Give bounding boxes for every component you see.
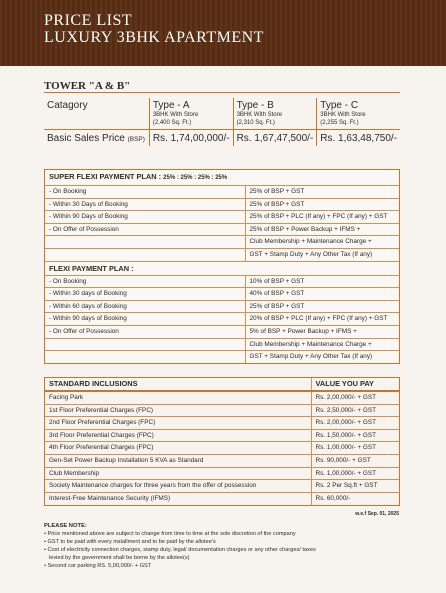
bsp-label-cell [44, 130, 149, 147]
type-c-name: Type - C [320, 100, 359, 111]
plan-payment: 25% of BSP + GST [245, 198, 399, 211]
plan-stage: - Within 60 days of Booking [45, 300, 245, 313]
table-row [45, 467, 399, 480]
type-b-header [233, 98, 317, 130]
inclusion-item: Facing Park [45, 391, 311, 404]
notes-title: PLEASE NOTE: [44, 523, 87, 529]
effective-date: w.e.f Sep. 01, 2025 [355, 511, 399, 517]
plan-stage: - Within 30 Days of Booking [45, 198, 245, 211]
tower-underline [44, 92, 400, 93]
plan-stage: - On Offer of Possession [45, 325, 245, 338]
plan-row [45, 313, 399, 326]
page-title: PRICE LIST [44, 12, 133, 29]
table-row [45, 391, 399, 404]
plan-stage: - Within 90 days of Booking [45, 313, 245, 326]
page-header [0, 0, 446, 66]
plan-stage: - On Offer of Possession [45, 223, 245, 236]
inclusion-item: Interest-Free Maintenance Security (IFMS) [49, 494, 171, 502]
inclusion-item: 3rd Floor Preferential Charges (FPC) [45, 429, 311, 442]
type-a-desc: 3BHK With Store [152, 112, 199, 118]
plan-payment: 25% of BSP + GST [245, 300, 399, 313]
plan-stage [45, 338, 245, 351]
value-header: VALUE YOU PAY [311, 378, 399, 391]
plan-stage: - Within 90 Days of Booking [45, 211, 245, 224]
plan-payment: 5% of BSP + Power Backup + IFMS + [245, 325, 399, 338]
plan-row [45, 338, 399, 351]
inclusion-value: Rs. 2,50,000/- + GST [311, 404, 399, 417]
super-flexi-split: 25% : 25% : 25% : 25% [163, 175, 228, 181]
plan-payment: 25% of BSP + PLC (If any) + FPC (If any) + GST [245, 211, 399, 224]
inclusions-header: STANDARD INCLUSIONS [45, 378, 311, 391]
plan-payment: 10% of BSP + GST [245, 275, 399, 288]
table-row [45, 480, 399, 493]
type-c-price: Rs. 1,63,48,750/- [317, 130, 400, 147]
plan-stage [45, 248, 245, 261]
inclusion-value: Rs. 1,00,000/- + GST [311, 442, 399, 455]
plan-row [45, 186, 399, 199]
super-flexi-title-cell [45, 170, 399, 186]
type-b-area: (2,310 Sq. Ft.) [236, 120, 275, 126]
inclusion-value: Rs. 1,00,000/- + GST [311, 467, 399, 480]
plan-row [45, 288, 399, 301]
notes-section [44, 522, 400, 570]
inclusion-item: 2nd Floor Preferential Charges (FPC) [45, 417, 311, 430]
table-row [45, 454, 399, 467]
plan-payment: 25% of BSP + GST [245, 186, 399, 199]
plan-payment: GST + Stamp Duty + Any Other Tax (If any) [245, 351, 399, 363]
plan-row [45, 223, 399, 236]
plan-row [45, 198, 399, 211]
plan-payment: GST + Stamp Duty + Any Other Tax (If any) [245, 248, 399, 261]
inclusion-value: Rs. 2,00,000/- + GST [311, 391, 399, 404]
type-b-name: Type - B [236, 100, 274, 111]
inclusion-value: Rs. 90,000/- + GST [311, 454, 399, 467]
tower-title: TOWER "A & B" [44, 80, 131, 92]
plan-payment: Club Membership + Maintenance Charge + [245, 236, 399, 249]
inclusion-value: Rs. 2 Per Sq.ft + GST [311, 480, 399, 493]
price-table [44, 98, 400, 146]
inclusion-value: Rs. 2,00,000/- + GST [311, 417, 399, 430]
plan-stage: - Within 30 days of Booking [45, 288, 245, 301]
plan-payment: 20% of BSP + PLC (If any) + FPC (If any) + GST [245, 313, 399, 326]
note-item: • Cost of electricity connection charges, stamp duty, legal/ documentation charges or any other charges/ taxes [44, 547, 316, 553]
category-label: Catagory [47, 100, 88, 111]
type-c-header [317, 98, 400, 130]
inclusion-value: Rs. 1,50,000/- + GST [311, 429, 399, 442]
type-a-name: Type - A [152, 100, 190, 111]
type-a-price: Rs. 1,74,00,000/- [149, 130, 233, 147]
table-row [45, 404, 399, 417]
type-a-header [149, 98, 233, 130]
plan-stage [45, 236, 245, 249]
table-row [45, 492, 399, 504]
note-item: • GST to be paid with every installment and to be paid by the allotee's [44, 539, 216, 545]
note-item: • Second car parking RS. 5,00,000/- + GST [44, 563, 152, 569]
note-item: • Price mentioned above are subject to change from time to time at the sole discretion of the company [44, 531, 296, 537]
type-c-desc: 3BHK With Store [320, 112, 366, 118]
plan-row [45, 351, 399, 363]
type-a-area: (2,400 Sq. Ft.) [152, 120, 192, 126]
type-c-area: (2,255 Sq. Ft.) [320, 120, 359, 126]
note-item: levied by the government shall be borne by the allotee(s) [49, 555, 190, 561]
plan-stage [45, 351, 245, 363]
inclusion-value: Rs. 60,000/- [311, 492, 399, 504]
plan-row [45, 248, 399, 261]
table-row [45, 442, 399, 455]
type-b-price: Rs. 1,67,47,500/- [233, 130, 317, 147]
plan-stage: - On Booking [45, 275, 245, 288]
inclusions-table [44, 377, 400, 506]
super-flexi-title: SUPER FLEXI PAYMENT PLAN : [49, 172, 162, 181]
bsp-label: Basic Sales Price [47, 133, 125, 144]
inclusion-item: Club Membership [45, 467, 311, 480]
flexi-title: FLEXI PAYMENT PLAN : [45, 261, 399, 275]
plan-row [45, 275, 399, 288]
table-row [45, 429, 399, 442]
inclusion-item: 4th Floor Preferential Charges (FPC) [45, 442, 311, 455]
table-row [45, 417, 399, 430]
super-flexi-plan [44, 169, 400, 364]
plan-row [45, 300, 399, 313]
plan-payment: 25% of BSP + Power Backup + IFMS + [245, 223, 399, 236]
type-b-desc: 3BHK With Store [236, 112, 282, 118]
plan-payment: 40% of BSP + GST [245, 288, 399, 301]
plan-row [45, 236, 399, 249]
plan-payment: Club Membership + Maintenance Charge + [245, 338, 399, 351]
inclusion-item: 1st Floor Preferential Charges (FPC) [45, 404, 311, 417]
plan-stage: - On Booking [45, 186, 245, 199]
inclusion-item: Society Maintenance charges for three years from the offer of possession [45, 480, 311, 493]
page-subtitle: LUXURY 3BHK APARTMENT [44, 29, 264, 46]
inclusion-item: Gen-Set Power Backup Installation 5 KVA as Standard [45, 454, 311, 467]
plan-row [45, 325, 399, 338]
plan-row [45, 211, 399, 224]
bsp-suffix: (BSP) [127, 136, 145, 143]
